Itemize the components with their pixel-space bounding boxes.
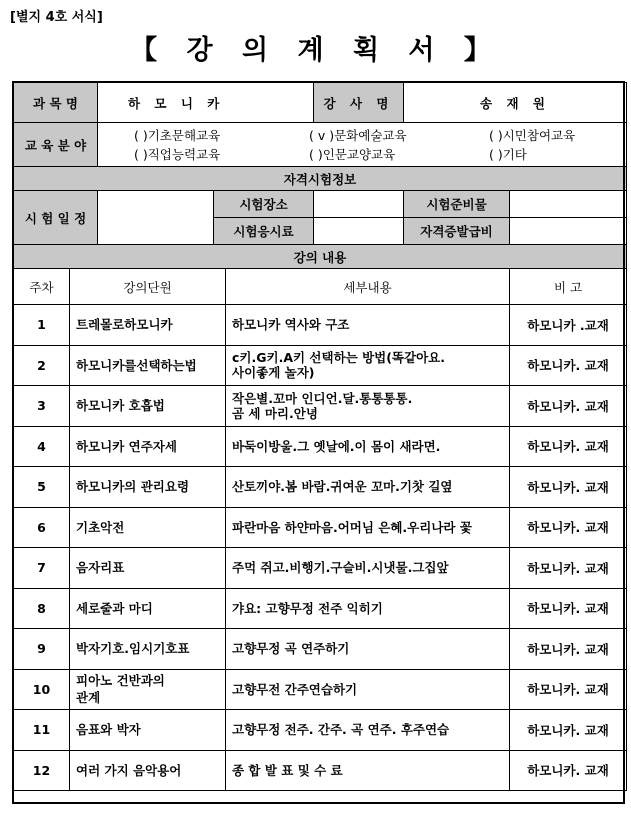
week-cell: 3 [14,386,70,427]
exam-row-1 [14,191,627,218]
note-cell: 하모니카. 교재 [510,669,627,710]
table-row [14,669,627,710]
form-number-label: [별지 4호 서식] [10,10,103,25]
table-row [14,467,627,508]
detail-cell: 갸요: 고향무정 전주 익히기 [226,588,510,629]
col-header-week: 주차 [14,269,70,305]
unit-cell: 하모니카의 관리요령 [70,467,226,508]
table-row [14,345,627,386]
note-cell: 하모니카. 교재 [510,345,627,386]
unit-cell: 음표와 박자 [70,710,226,751]
note-cell: 하모니카. 교재 [510,507,627,548]
week-cell: 7 [14,548,70,589]
unit-cell: 여러 가지 음악용어 [70,750,226,791]
option-other[interactable]: ( )기타 [489,146,527,162]
detail-cell: 하모니카 역사와 구조 [226,305,510,346]
exam-place-label: 시험장소 [214,191,314,218]
table-row [14,305,627,346]
option-culture-arts[interactable]: ( v )문화예술교육 [309,127,407,143]
content-rows [14,305,627,791]
col-header-unit: 강의단원 [70,269,226,305]
detail-cell: 작은별.꼬마 인디언.달.통통통통. 곰 세 마리.안녕 [226,386,510,427]
exam-prep-label: 시험준비물 [404,191,510,218]
unit-cell: 하모니카를선택하는법 [70,345,226,386]
table-row [14,588,627,629]
option-vocational[interactable]: ( )직업능력교육 [134,146,221,162]
cert-fee-label: 자격증발급비 [404,218,510,245]
note-cell: 하모니카. 교재 [510,710,627,751]
exam-place-value[interactable] [314,191,404,218]
detail-cell: 고향무전 간주연습하기 [226,669,510,710]
content-column-header-row [14,269,627,305]
week-cell: 5 [14,467,70,508]
col-header-note: 비 고 [510,269,627,305]
detail-cell: 바둑이방울.그 옛날에.이 몸이 새라면. [226,426,510,467]
table-row [14,426,627,467]
field-row [14,123,627,167]
instructor-label: 강 사 명 [314,83,404,123]
page-title: 【 강 의 계 획 서 】 [130,35,501,66]
subject-row [14,83,627,123]
note-cell: 하모니카. 교재 [510,629,627,670]
exam-fee-value[interactable] [314,218,404,245]
week-cell: 10 [14,669,70,710]
table-row [14,507,627,548]
field-options [98,123,627,167]
unit-cell: 박자기호.임시기호표 [70,629,226,670]
instructor-value: 송 재 원 [404,83,627,123]
option-civic-participation[interactable]: ( )시민참여교육 [489,127,576,143]
content-section-title: 강의 내용 [14,245,627,269]
week-cell: 2 [14,345,70,386]
subject-value: 하 모 니 카 [98,83,314,123]
note-cell: 하모니카. 교재 [510,588,627,629]
note-cell: 하모니카. 교재 [510,467,627,508]
exam-section-title: 자격시험정보 [14,167,627,191]
exam-prep-value[interactable] [510,191,627,218]
unit-cell: 트레몰로하모니카 [70,305,226,346]
content-section-header [14,245,627,269]
note-cell: 하모니카. 교재 [510,548,627,589]
unit-cell: 하모니카 연주자세 [70,426,226,467]
exam-date-value[interactable] [98,191,214,245]
field-options-row-1 [98,126,626,145]
exam-date-label: 시 험 일 정 [14,191,98,245]
lecture-plan-table [13,82,627,791]
table-row [14,629,627,670]
unit-cell: 음자리표 [70,548,226,589]
col-header-detail: 세부내용 [226,269,510,305]
detail-cell: 산토끼야.봄 바람.귀여운 꼬마.기찻 길옆 [226,467,510,508]
table-row [14,710,627,751]
unit-cell: 하모니카 호흡법 [70,386,226,427]
week-cell: 8 [14,588,70,629]
unit-cell: 기초악전 [70,507,226,548]
detail-cell: 고향무정 곡 연주하기 [226,629,510,670]
unit-cell: 피아노 건반과의 관계 [70,669,226,710]
field-options-row-2 [98,145,626,164]
week-cell: 4 [14,426,70,467]
week-cell: 1 [14,305,70,346]
table-row [14,548,627,589]
note-cell: 하모니카. 교재 [510,386,627,427]
field-label: 교 육 분 야 [14,123,98,167]
detail-cell: 고향무정 전주. 간주. 곡 연주. 후주연습 [226,710,510,751]
detail-cell: 파란마음 하얀마음.어머님 은혜.우리나라 꽃 [226,507,510,548]
cert-fee-value[interactable] [510,218,627,245]
week-cell: 9 [14,629,70,670]
note-cell: 하모니카 .교재 [510,305,627,346]
table-row [14,386,627,427]
detail-cell: 종 합 발 표 및 수 료 [226,750,510,791]
detail-cell: c키.G키.A키 선택하는 방법(똑같아요. 사이좋게 놀자) [226,345,510,386]
unit-cell: 세로줄과 마디 [70,588,226,629]
week-cell: 6 [14,507,70,548]
week-cell: 11 [14,710,70,751]
exam-section-header [14,167,627,191]
table-row [14,750,627,791]
option-basic-literacy[interactable]: ( )기초문해교육 [134,127,221,143]
detail-cell: 주먹 쥐고.비행기.구슬비.시냇물.그집앞 [226,548,510,589]
option-humanities[interactable]: ( )인문교양교육 [309,146,396,162]
week-cell: 12 [14,750,70,791]
subject-label: 과 목 명 [14,83,98,123]
exam-fee-label: 시험응시료 [214,218,314,245]
note-cell: 하모니카. 교재 [510,750,627,791]
note-cell: 하모니카. 교재 [510,426,627,467]
